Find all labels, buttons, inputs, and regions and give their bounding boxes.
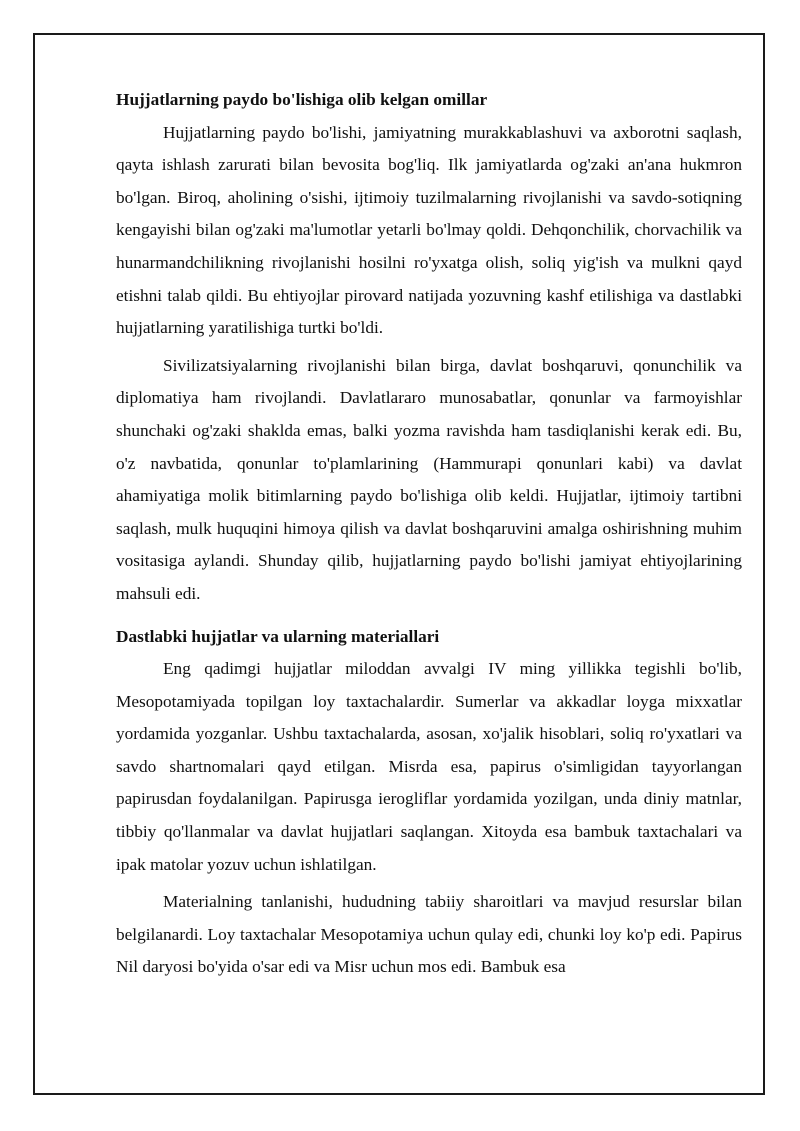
paragraph: Eng qadimgi hujjatlar miloddan avvalgi IV ming yillikka tegishli bo'lib, Mesopotamiyada topilgan loy taxtachalardir. Sumerlar va akkadlar loyga mixxatlar yordamida yozganlar. Ushbu taxtachalarda, asosan, xo'jalik hisoblari, soliq ro'yxatlari va savdo shartnomalari qayd etilgan. Misrda esa, papirus o'simligidan tayyorlangan papirusdan foydalanilgan. Papirusga ierogliflar yordamida yozilgan, unda diniy matnlar, tibbiy qo'llanmalar va davlat hujjatlari saqlangan. Xitoyda esa bambuk taxtachalari va ipak matolar yozuv uchun ishlatilgan. xyxy=(116,659,742,874)
section-heading: Hujjatlarning paydo bo'lishiga olib kelgan omillar xyxy=(116,90,488,109)
section-heading: Dastlabki hujjatlar va ularning materiallari xyxy=(116,626,440,646)
paragraph: Materialning tanlanishi, hududning tabiiy sharoitlari va mavjud resurslar bilan belgilanardi. Loy taxtachalar Mesopotamiya uchun qulay edi, chunki loy ko'p edi. Papirus Nil daryosi bo'yida o'sar edi va Misr uchun mos edi. Bambuk esa xyxy=(116,892,742,977)
document-body xyxy=(116,84,742,989)
paragraph: Sivilizatsiyalarning rivojlanishi bilan birga, davlat boshqaruvi, qonunchilik va diplomatiya ham rivojlandi. Davlatlararo munosabatlar, qonunlar va farmoyishlar shunchaki og'zaki shaklda emas, balki yozma ravishda ham tasdiqlanishi kerak edi. Bu, o'z navbatida, qonunlar to'plamlarining (Hammurapi qonunlari kabi) va davlat ahamiyatiga molik bitimlarning paydo bo'lishiga olib keldi. Hujjatlar, ijtimoiy tartibni saqlash, mulk huquqini himoya qilish va davlat boshqaruvini amalga oshirishning muhim vositasiga aylandi. Shunday qilib, hujjatlarning paydo bo'lishi jamiyat ehtiyojlarining mahsuli edi. xyxy=(116,355,742,603)
paragraph: Hujjatlarning paydo bo'lishi, jamiyatning murakkablashuvi va axborotni saqlash, qayta ishlash zarurati bilan bevosita bog'liq. Ilk jamiyatlarda og'zaki an'ana hukmron bo'lgan. Biroq, aholining o'sishi, ijtimoiy tuzilmalarning rivojlanishi va savdo-sotiqning kengayishi bilan og'zaki ma'lumotlar yetarli bo'lmay qoldi. Dehqonchilik, chorvachilik va hunarmandchilikning rivojlanishi hosilni ro'yxatga olish, soliq yig'ish va mulkni qayd etishni talab qildi. Bu ehtiyojlar pirovard natijada yozuvning kashf etilishiga va dastlabki hujjatlarning yaratilishiga turtki bo'ldi. xyxy=(116,122,742,338)
